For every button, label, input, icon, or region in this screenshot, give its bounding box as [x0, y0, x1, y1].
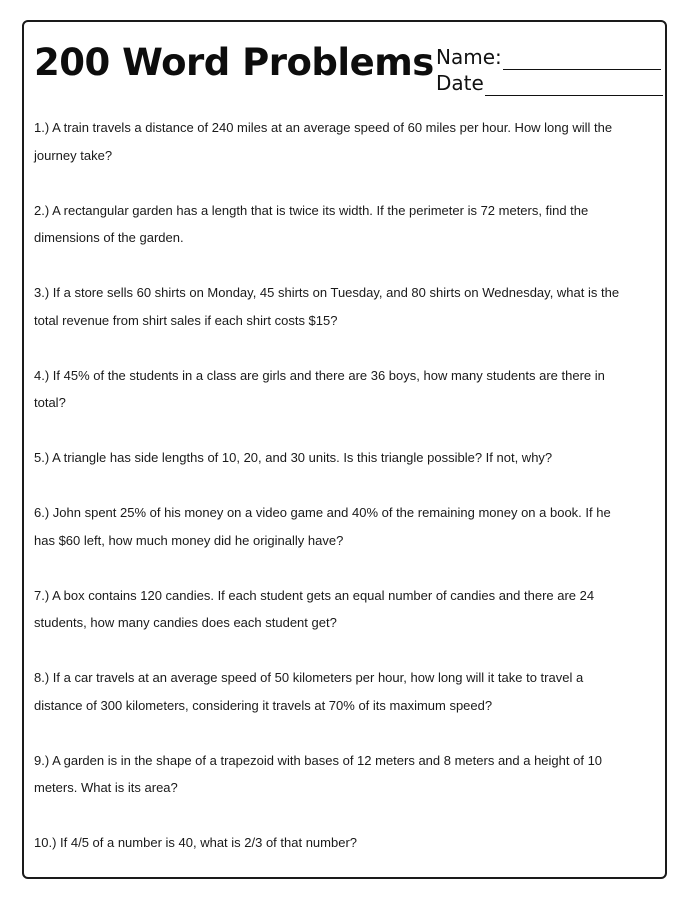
problem-4: 4.) If 45% of the students in a class are girls and there are 36 boys, how many students are there in total? [34, 367, 605, 410]
problem-list [34, 114, 634, 884]
name-label: Name: [436, 45, 502, 69]
problem-8: 8.) If a car travels at an average speed of 50 kilometers per hour, how long will it take to travel a distance of 300 kilometers, considering it travels at 70% of its maximum speed? [34, 670, 584, 713]
problem-3: 3.) If a store sells 60 shirts on Monday, 45 shirts on Tuesday, and 80 shirts on Wednesday, what is the total revenue from shirt sales if each shirt costs $15? [34, 285, 620, 328]
name-blank [503, 51, 661, 70]
problem-2: 2.) A rectangular garden has a length that is twice its width. If the perimeter is 72 meters, find the dimensions of the garden. [34, 202, 589, 245]
worksheet-title: 200 Word Problems [34, 41, 434, 84]
problem-7: 7.) A box contains 120 candies. If each student gets an equal number of candies and there are 24 students, how many candies does each student get? [34, 587, 595, 630]
problem-9: 9.) A garden is in the shape of a trapezoid with bases of 12 meters and 8 meters and a height of 10 meters. What is its area? [34, 752, 603, 795]
name-line [436, 44, 663, 70]
problem-1: 1.) A train travels a distance of 240 miles at an average speed of 60 miles per hour. How long will the journey take? [34, 120, 613, 163]
date-line [436, 70, 663, 96]
problem-5: 5.) A triangle has side lengths of 10, 20, and 30 units. Is this triangle possible? If not, why? [34, 450, 553, 465]
date-label: Date [436, 71, 484, 95]
problem-6: 6.) John spent 25% of his money on a video game and 40% of the remaining money on a book. If he has $60 left, how much money did he originally have? [34, 505, 611, 548]
name-date-block [436, 44, 663, 96]
problem-10: 10.) If 4/5 of a number is 40, what is 2/3 of that number? [34, 835, 358, 850]
worksheet-frame [22, 20, 667, 879]
date-blank [485, 77, 663, 96]
